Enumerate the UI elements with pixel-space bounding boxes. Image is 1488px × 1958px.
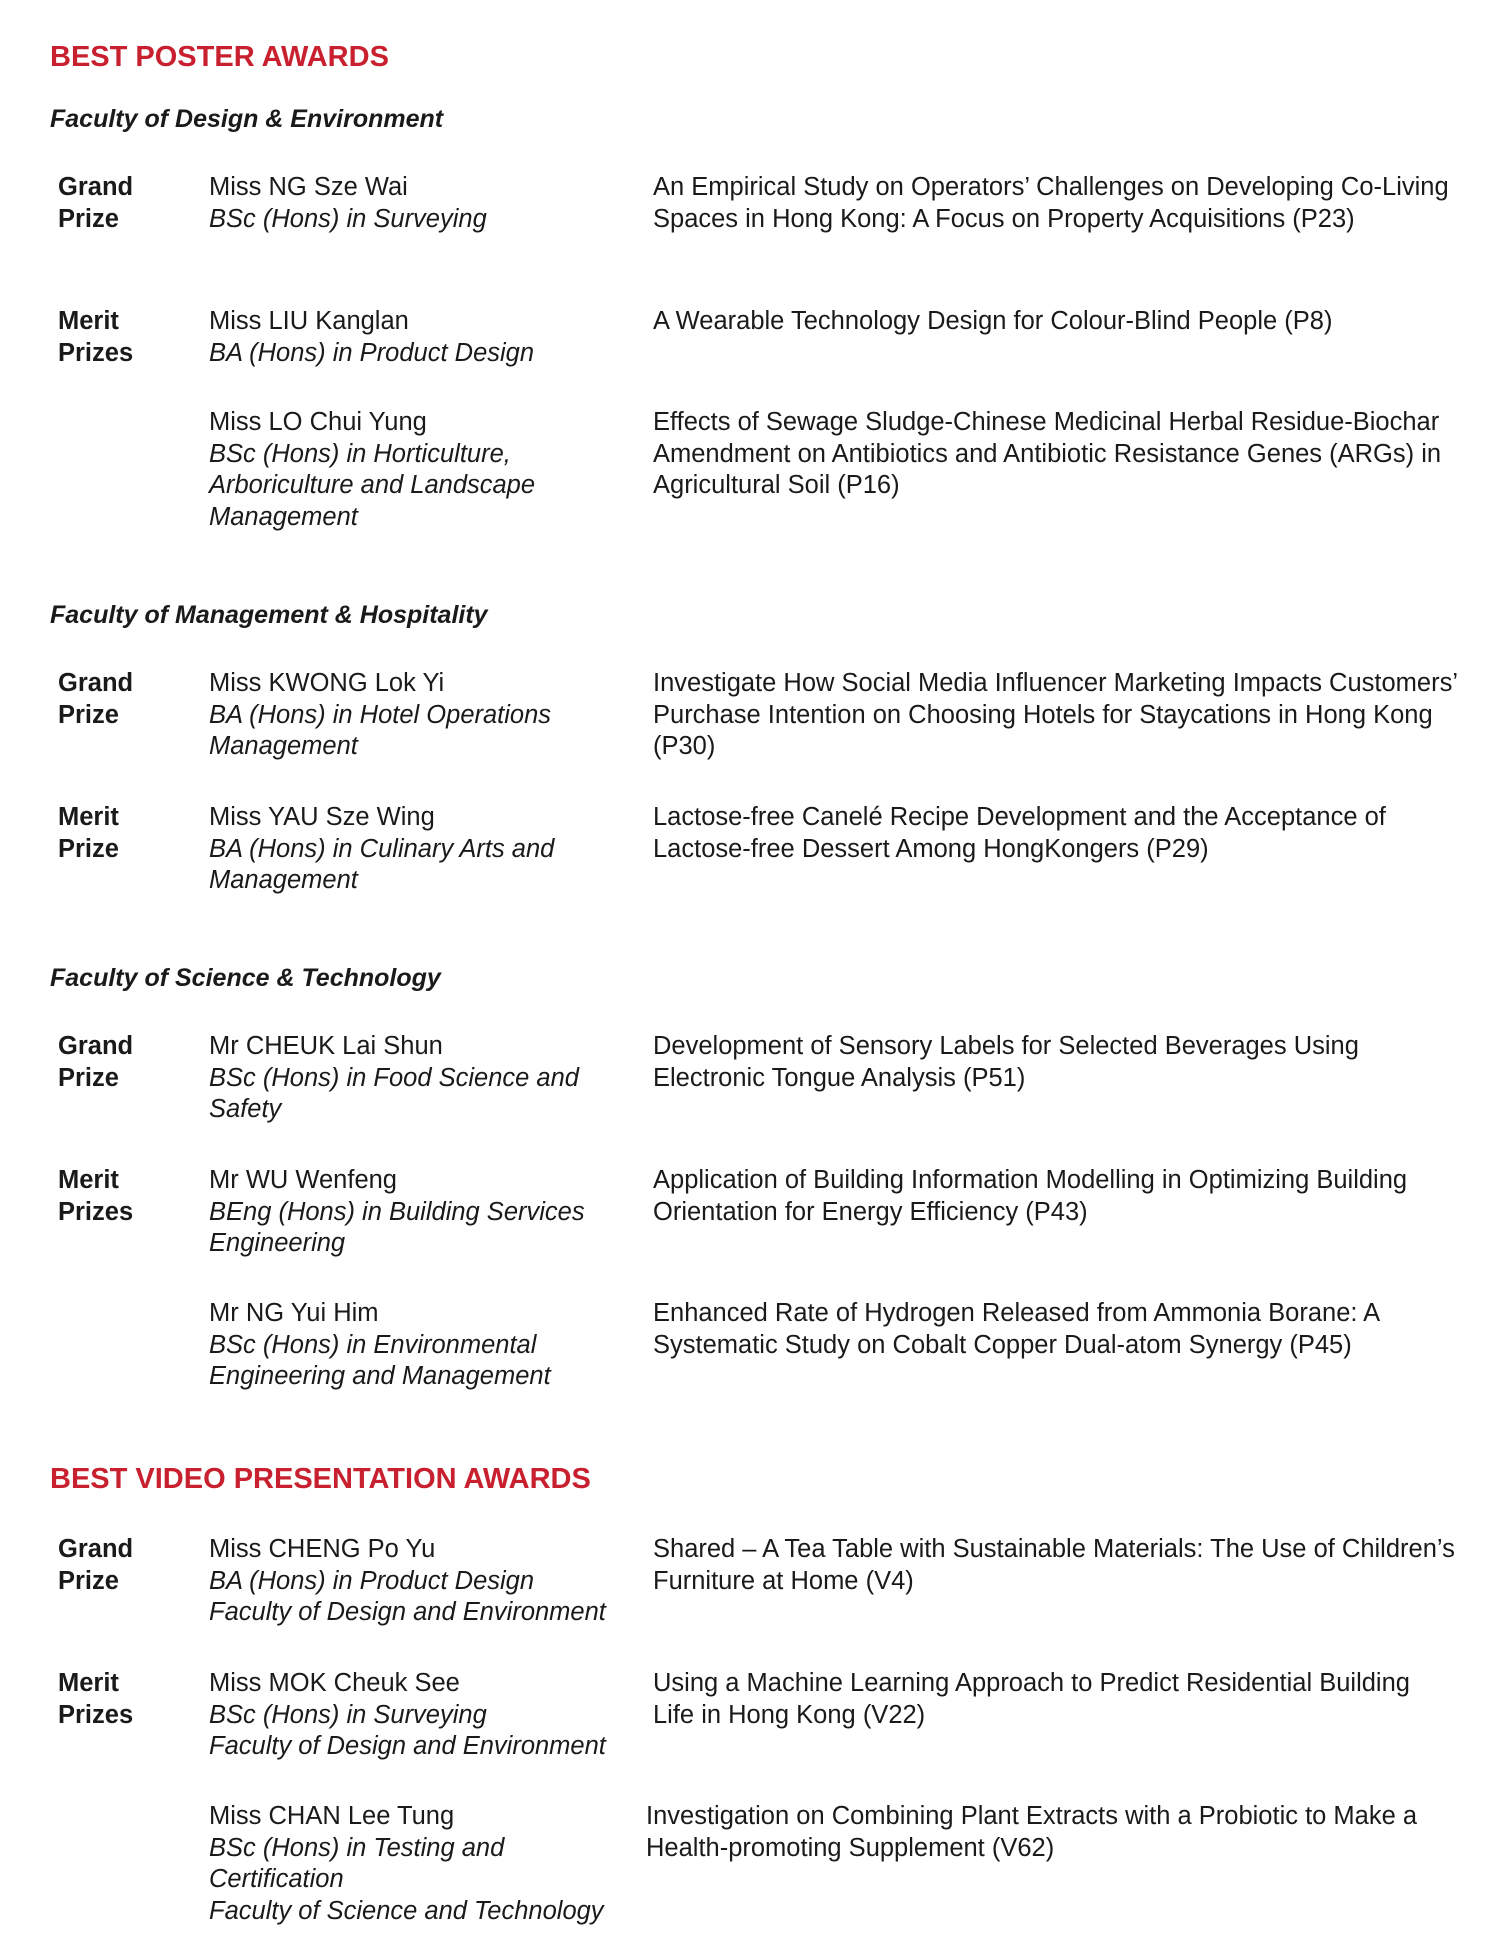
faculty-heading: Faculty of Design & Environment	[50, 105, 444, 133]
prize-label: Grand Prize	[58, 1535, 134, 1595]
recipient-name: Miss YAU Sze Wing	[209, 803, 435, 831]
recipient	[209, 172, 649, 235]
programme: Safety	[209, 1095, 282, 1123]
programme: BSc (Hons) in Surveying	[209, 204, 487, 233]
programme: Management	[209, 866, 358, 894]
programme: BSc (Hons) in Environmental	[209, 1330, 537, 1359]
programme: Certification	[209, 1865, 344, 1893]
recipient-name: Mr CHEUK Lai Shun	[209, 1032, 443, 1060]
programme: Management	[209, 502, 358, 531]
prize-label: Merit Prizes	[58, 307, 134, 367]
faculty: Faculty of Design and Environment	[209, 1598, 606, 1626]
recipient	[209, 1534, 649, 1629]
programme: BEng (Hons) in Building Services	[209, 1197, 585, 1226]
recipient-name: Miss MOK Cheuk See	[209, 1669, 460, 1697]
prize-label: Grand Prize	[58, 669, 134, 729]
recipient	[209, 407, 649, 533]
project-title: Shared – A Tea Table with Sustainable Materials: The Use of Children’s Furniture at Home (V4)	[653, 1535, 1455, 1595]
recipient	[209, 802, 649, 897]
recipient-name: Mr NG Yui Him	[209, 1299, 379, 1327]
project-title: Investigation on Combining Plant Extracts with a Probiotic to Make a Health-promoting Supplement (V62)	[646, 1802, 1418, 1862]
recipient	[209, 306, 649, 369]
recipient	[209, 1801, 649, 1927]
programme: BA (Hons) in Hotel Operations	[209, 700, 552, 729]
recipient	[209, 1031, 649, 1126]
section-heading-poster: BEST POSTER AWARDS	[50, 41, 389, 73]
recipient	[209, 1668, 649, 1763]
project-title: Effects of Sewage Sludge-Chinese Medicinal Herbal Residue-Biochar Amendment on Antibiotics and Antibiotic Resistance Genes (ARGs) in Agricultural Soil (P16)	[653, 408, 1442, 499]
programme: Engineering and Management	[209, 1362, 551, 1390]
recipient	[209, 1165, 649, 1260]
recipient-name: Miss LO Chui Yung	[209, 408, 427, 436]
project-title: Lactose-free Canelé Recipe Development and the Acceptance of Lactose-free Dessert Among HongKongers (P29)	[653, 803, 1386, 863]
programme: Management	[209, 732, 358, 760]
recipient	[209, 1298, 649, 1393]
recipient-name: Mr WU Wenfeng	[209, 1166, 397, 1194]
programme: BSc (Hons) in Food Science and	[209, 1063, 579, 1092]
recipient-name: Miss CHENG Po Yu	[209, 1535, 436, 1563]
recipient-name: Miss CHAN Lee Tung	[209, 1802, 455, 1830]
programme: BSc (Hons) in Horticulture,	[209, 439, 511, 468]
project-title: Enhanced Rate of Hydrogen Released from Ammonia Borane: A Systematic Study on Cobalt Copper Dual-atom Synergy (P45)	[653, 1299, 1379, 1359]
prize-label: Merit Prize	[58, 803, 119, 863]
recipient-name: Miss NG Sze Wai	[209, 173, 408, 201]
recipient	[209, 668, 649, 763]
faculty-heading: Faculty of Science & Technology	[50, 964, 441, 992]
recipient-name: Miss LIU Kanglan	[209, 307, 409, 335]
section-heading-video: BEST VIDEO PRESENTATION AWARDS	[50, 1463, 591, 1495]
recipient-name: Miss KWONG Lok Yi	[209, 669, 445, 697]
prize-label: Merit Prizes	[58, 1166, 134, 1226]
programme: Arboriculture and Landscape	[209, 471, 536, 499]
prize-label: Grand Prize	[58, 173, 134, 233]
project-title: A Wearable Technology Design for Colour-Blind People (P8)	[653, 307, 1333, 335]
programme: BA (Hons) in Product Design	[209, 1566, 535, 1595]
programme: Engineering	[209, 1229, 346, 1257]
project-title: Using a Machine Learning Approach to Predict Residential Building Life in Hong Kong (V22)	[653, 1669, 1410, 1729]
faculty-heading: Faculty of Management & Hospitality	[50, 601, 488, 629]
faculty: Faculty of Design and Environment	[209, 1732, 606, 1760]
project-title: Development of Sensory Labels for Selected Beverages Using Electronic Tongue Analysis (P51)	[653, 1032, 1359, 1092]
programme: BA (Hons) in Product Design	[209, 338, 535, 367]
faculty: Faculty of Science and Technology	[209, 1896, 604, 1925]
programme: BA (Hons) in Culinary Arts and	[209, 834, 555, 863]
project-title: Investigate How Social Media Influencer Marketing Impacts Customers’ Purchase Intention on Choosing Hotels for Staycations in Hong Kong (P30)	[653, 669, 1458, 760]
project-title: Application of Building Information Modelling in Optimizing Building Orientation for Energy Efficiency (P43)	[653, 1166, 1408, 1226]
programme: BSc (Hons) in Surveying	[209, 1700, 487, 1729]
prize-label: Merit Prizes	[58, 1669, 134, 1729]
prize-label: Grand Prize	[58, 1032, 134, 1092]
programme: BSc (Hons) in Testing and	[209, 1833, 505, 1862]
project-title: An Empirical Study on Operators’ Challenges on Developing Co-Living Spaces in Hong Kong: A Focus on Property Acquisitions (P23)	[653, 173, 1449, 233]
